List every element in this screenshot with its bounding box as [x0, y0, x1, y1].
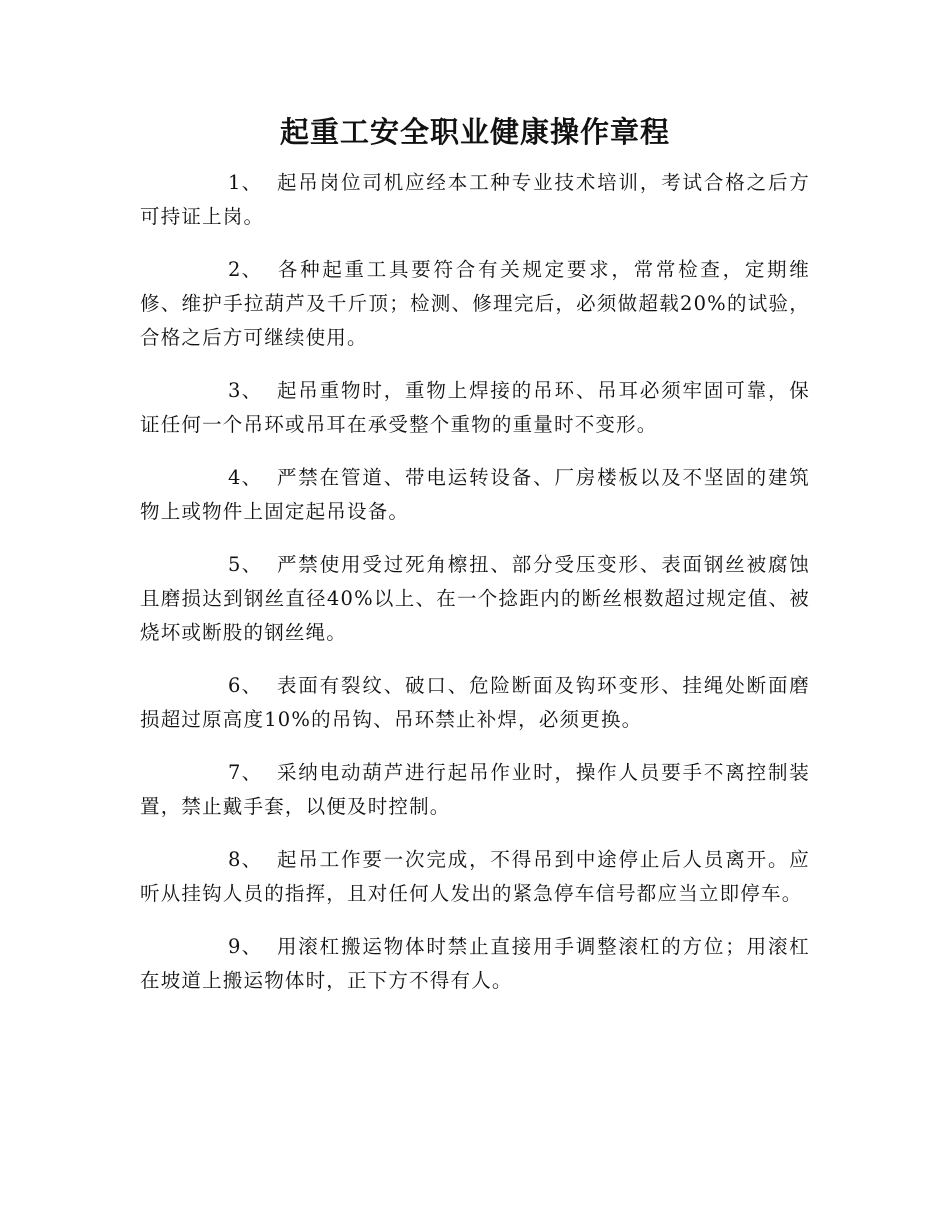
clause-text: 采纳电动葫芦进行起吊作业时，操作人员要手不离控制装置，禁止戴手套，以便及时控制。 [140, 761, 810, 818]
clause-number: 9、 [228, 935, 263, 958]
clause-number: 3、 [228, 379, 263, 402]
clause-number: 2、 [228, 258, 263, 281]
clause-number: 5、 [228, 553, 263, 576]
document-title: 起重工安全职业健康操作章程 [279, 115, 670, 149]
clause-item [140, 166, 810, 234]
clause-item [140, 756, 810, 824]
clause-item [140, 548, 810, 650]
clause-number: 8、 [228, 848, 263, 871]
clause-item [140, 669, 810, 737]
clause-item [140, 253, 810, 355]
clause-text: 严禁使用受过死角檫扭、部分受压变形、表面钢丝被腐蚀且磨损达到钢丝直径40%以上、在一个捻距内的断丝根数超过规定值、被烧坏或断股的钢丝绳。 [140, 553, 810, 644]
clause-number: 7、 [228, 761, 263, 784]
clause-item [140, 930, 810, 998]
clause-item [140, 374, 810, 442]
clause-number: 4、 [228, 466, 263, 489]
clause-item [140, 843, 810, 911]
clause-number: 6、 [228, 674, 263, 697]
clause-text: 表面有裂纹、破口、危险断面及钩环变形、挂绳处断面磨损超过原高度10%的吊钩、吊环禁止补焊，必须更换。 [140, 674, 810, 731]
clause-number: 1、 [228, 171, 263, 194]
clause-text: 用滚杠搬运物体时禁止直接用手调整滚杠的方位；用滚杠在坡道上搬运物体时，正下方不得有人。 [140, 935, 810, 992]
clause-text: 起吊工作要一次完成，不得吊到中途停止后人员离开。应听从挂钩人员的指挥，且对任何人发出的紧急停车信号都应当立即停车。 [140, 848, 810, 905]
clause-text: 起吊重物时，重物上焊接的吊环、吊耳必须牢固可靠，保证任何一个吊环或吊耳在承受整个重物的重量时不变形。 [140, 379, 810, 436]
clause-text: 各种起重工具要符合有关规定要求，常常检查，定期维修、维护手拉葫芦及千斤顶；检测、修理完后，必须做超载20%的试验，合格之后方可继续使用。 [140, 258, 810, 349]
clause-item [140, 461, 810, 529]
clause-text: 起吊岗位司机应经本工种专业技术培训，考试合格之后方可持证上岗。 [140, 171, 810, 228]
clause-text: 严禁在管道、带电运转设备、厂房楼板以及不坚固的建筑物上或物件上固定起吊设备。 [140, 466, 810, 523]
clause-list [140, 166, 810, 1017]
